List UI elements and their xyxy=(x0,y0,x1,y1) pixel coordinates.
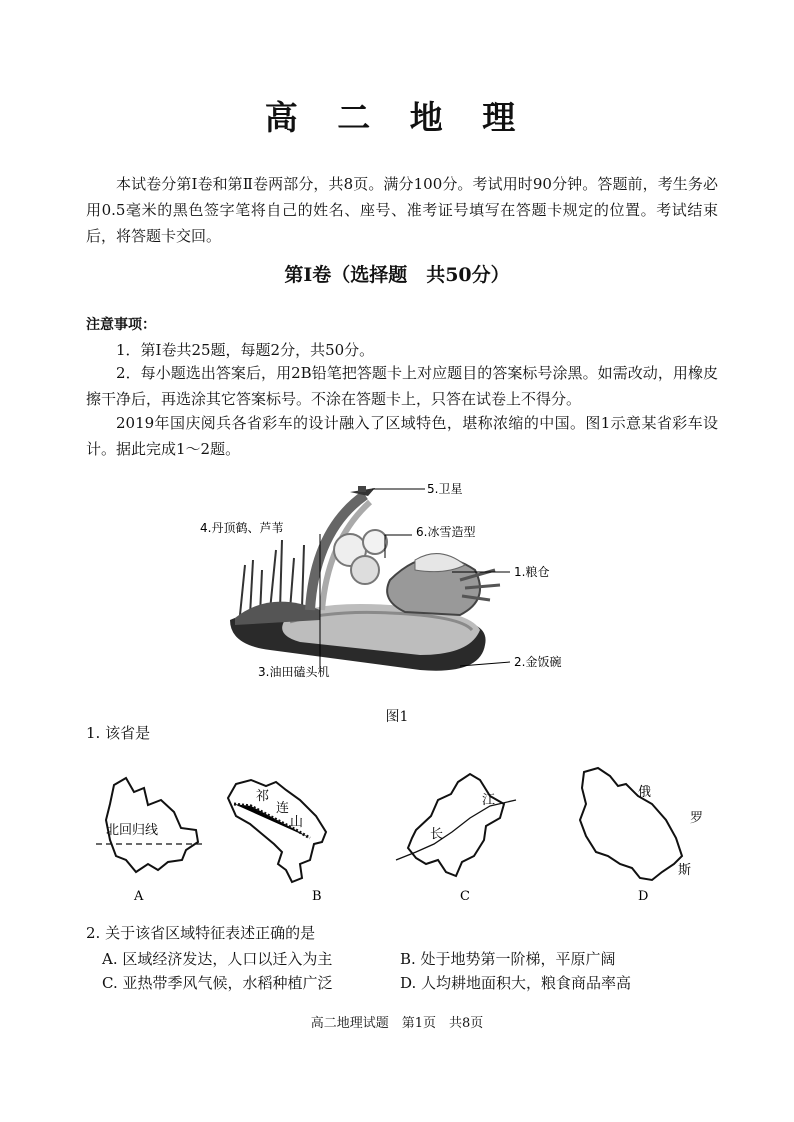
map-a-label: A xyxy=(134,889,144,904)
map-d xyxy=(580,768,703,904)
map-b-text-2: 连 xyxy=(276,801,290,816)
map-d-label: D xyxy=(638,889,649,904)
notice-item-1: 1．第Ⅰ卷共25题，每题2分，共50分。 xyxy=(116,341,375,359)
map-c-label: C xyxy=(460,889,470,904)
map-d-text-1: 俄 xyxy=(638,785,652,800)
province-maps xyxy=(86,760,726,910)
map-c-text-1: 江 xyxy=(482,793,496,808)
question-1-stem: 1. 该省是 xyxy=(86,724,151,742)
map-c xyxy=(396,774,516,904)
map-a xyxy=(96,778,204,904)
page-title: 高 二 地 理 xyxy=(264,98,530,137)
map-d-text-3: 斯 xyxy=(678,863,692,878)
map-d-text-2: 罗 xyxy=(690,811,704,826)
question-intro: 2019年国庆阅兵各省彩车的设计融入了区域特色，堪称浓缩的中国。图1示意某省彩车设计。据此完成1～2题。 xyxy=(86,414,718,458)
label-ice-snow: 6.冰雪造型 xyxy=(416,525,476,539)
label-rice-bowl: 2.金饭碗 xyxy=(514,655,562,669)
question-2-option-b: B. 处于地势第一阶梯，平原广阔 xyxy=(400,950,616,968)
label-crane: 4.丹顶鹤、芦苇 xyxy=(200,521,284,535)
question-2-option-d: D. 人均耕地面积大，粮食商品率高 xyxy=(400,974,632,992)
map-a-text: 北回归线 xyxy=(106,823,159,838)
question-2-option-a: A. 区域经济发达，人口以迁入为主 xyxy=(102,950,333,968)
notice-heading: 注意事项： xyxy=(86,317,156,333)
map-c-text-2: 长 xyxy=(430,827,444,842)
map-b-label: B xyxy=(312,889,322,904)
map-b-text-1: 祁 xyxy=(256,789,270,804)
question-2-option-c: C. 亚热带季风气候，水稻种植广泛 xyxy=(102,974,333,992)
label-granary: 1.粮仓 xyxy=(514,565,550,579)
label-satellite: 5.卫星 xyxy=(427,482,463,496)
question-2-stem: 2. 关于该省区域特征表述正确的是 xyxy=(86,924,316,942)
page-footer: 高二地理试题 第1页 共8页 xyxy=(310,1016,484,1031)
map-b xyxy=(228,780,326,904)
float-figure xyxy=(190,470,600,700)
intro-paragraph: 本试卷分第Ⅰ卷和第Ⅱ卷两部分，共8页。满分100分。考试用时90分钟。答题前，考生务必用0.5毫米的黑色签字笔将自己的姓名、座号、准考证号填写在答题卡规定的位置。考试结束后，将答题卡交回。 xyxy=(86,175,718,245)
label-oil-pump: 3.油田磕头机 xyxy=(258,665,330,679)
figure-caption: 图1 xyxy=(385,709,409,725)
map-b-text-3: 山 xyxy=(290,815,304,830)
section-title: 第Ⅰ卷（选择题 共50分） xyxy=(284,264,510,286)
notice-item-2: 2．每小题选出答案后，用2B铅笔把答题卡上对应题目的答案标号涂黑。如需改动，用橡皮擦干净后，再选涂其它答案标号。不涂在答题卡上，只答在试卷上不得分。 xyxy=(86,364,718,408)
